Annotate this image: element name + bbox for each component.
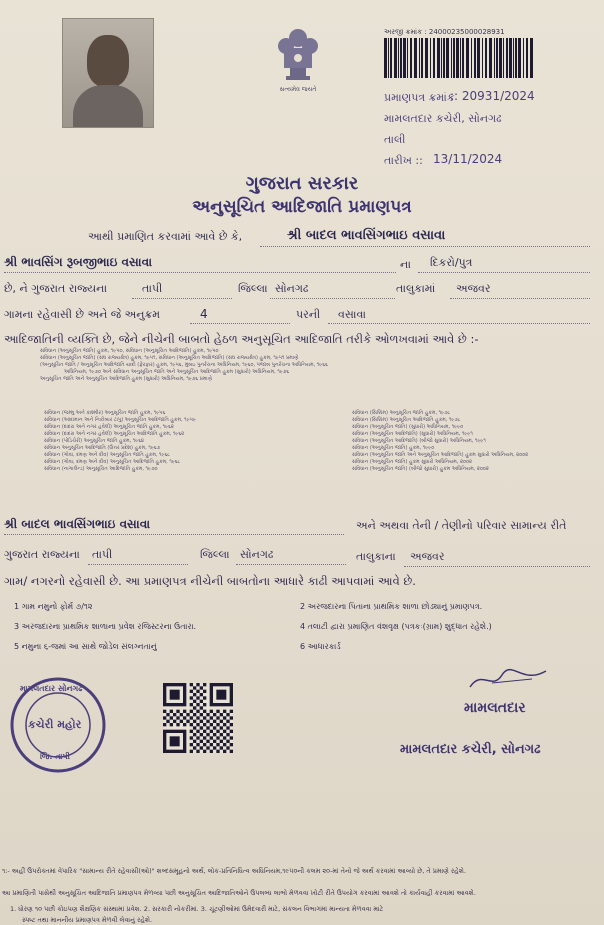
government-title: ગુજરાત સરકાર bbox=[245, 173, 359, 194]
relation: દિકરો/પુત્ર bbox=[430, 256, 473, 269]
taluka: અજવર bbox=[456, 282, 491, 295]
order-item: (અનુસૂચિત જાતિ / અનુસૂચિત આદિજાતિ યાદી (ફેરફાર) હુકમ, ૧૯૫૬, મુંબઇ પુનર્રચના અધિનિયમ, ૧૯૬૦, પંજાબ પુનર્રચના અધિનિયમ, ૧૯૬૬ bbox=[40, 362, 328, 368]
order-item: સંવિધાન (અનુસૂચિત જાતિ) હુકમ, ૧૯૯૦ bbox=[352, 445, 435, 451]
order-item: સંવિધાન (નાગાલેન્ડ) અનુસૂચિત આદિજાતિ હુકમ, ૧૯૭૦ bbox=[44, 466, 158, 472]
order-item: સંવિધાન (અનુસૂચિત જાતિ) (સંઘ રાજ્યક્ષેત્ર) હુકમ, ૧૯૫૧, સંવિધાન (અનુસૂચિત આદિજાતિ) (સંઘ રાજ્યક્ષેત્ર) હુકમ, ૧૯૫૧ પ્રમાણે bbox=[40, 355, 299, 361]
national-emblem-icon bbox=[272, 18, 324, 88]
order-item: સંવિધાન (અનુસૂચિત જાતિ) (સુધારો) અધિનિયમ, ૧૯૯૦ bbox=[352, 424, 464, 430]
serial-no: 4 bbox=[200, 307, 208, 321]
applicant-name-2: શ્રી બાદલ ભાવસિંગભાઇ વસાવા bbox=[4, 517, 151, 531]
certificate-title: અનુસૂચિત આદિજાતિ પ્રમાણપત્ર bbox=[192, 197, 412, 217]
document-item: 1 ગામ નમુનો ફોર્મ ૭/૧૨ bbox=[14, 602, 93, 611]
order-item: સંવિધાન (આંદામાન અને નિકોબાર ટાપુ) અનુસૂચિત આદિજાતિ હુકમ, ૧૯૫૯ bbox=[44, 417, 196, 423]
order-item: સંવિધાન (ગોવા, દમણ અને દીવ) અનુસૂચિત આદિજાતિ હુકમ, ૧૯૬૮ bbox=[44, 459, 181, 465]
document-item: 5 નમુના ૬-જમાં આ સાથે જોડેલ સંલગ્નતાનું bbox=[14, 642, 157, 651]
caste: વસાવા bbox=[338, 308, 367, 321]
document-item: 3 અરજદારના પ્રાથમિક શાળાના પ્રવેશ રજિસ્ટરના ઉતારા. bbox=[14, 622, 197, 631]
district-2: સોનગઢ bbox=[240, 548, 274, 561]
order-item: સંવિધાન (અનુસૂચિત જાતિ અને અનુસૂચિત આદિજાતિ) હુકમ સુધારો અધિનિયમ, ૨૦૦૨ bbox=[352, 452, 529, 458]
order-item: અધિનિયમ, ૧૯૭૦ અને સંવિધાન અનુસૂચિત જાતિ અને અનુસૂચિત આદિજાતિ હુકમ (સુધારો) અધિનિયમ, ૧૯૭૬ bbox=[64, 369, 290, 375]
district-word-3: જિલ્લા bbox=[200, 548, 230, 561]
relation-prefix: ના bbox=[400, 258, 411, 271]
cert-no-label: પ્રમાણપત્ર ક્રમાંક bbox=[384, 91, 455, 104]
order-item: સંવિધાન (પોંડિચેરી) અનુસૂચિત જાતિ હુકમ, ૧૯૬૪ bbox=[44, 438, 145, 444]
issuing-office: મામલતદાર કચેરી, સોનગઢ bbox=[384, 112, 502, 125]
cert-no: :: 20931/2024 bbox=[450, 89, 535, 103]
footer-note: ૧:- અહીં ઉપરોક્તમાં વેપારિક "સામાન્ય રીતે રહેવાસી(ઓ)" શબ્દસમૂહનો અર્થ, લોક-પ્રતિનિધિત્વ અધિનિયમ,૧૯૫૦ની કલમ ૨૦-માં તેનો જે અર્થ કરવામાં આવ્યો છે, તે પ્રમાણે રહેશે. bbox=[2, 867, 466, 875]
seal-bottom-text: જિ. તાપી bbox=[40, 752, 70, 761]
signatory-office: મામલતદાર કચેરી, સોનગઢ bbox=[400, 742, 541, 757]
order-item: સંવિધાન (અનુસૂચિત જાતિ) (બીજો સુધારો) હુકમ અધિનિયમ, ૨૦૦૨ bbox=[352, 466, 489, 472]
order-item: સંવિધાન (અનુસૂચિત આદિજાતિ) (સુધારો) અધિનિયમ, ૧૯૯૧ bbox=[352, 431, 473, 437]
document-item: 4 તલાટી દ્વારા પ્રમાણિત વંશવૃક્ષ (પત્રકઃ(ગ્રામ) શુદ્ધાત રહેશે.) bbox=[300, 622, 492, 631]
signature bbox=[462, 665, 552, 695]
district: સોનગઢ bbox=[275, 282, 309, 295]
emblem-caption: સત્યમેવ જયતે bbox=[279, 86, 317, 93]
taluka-word: તાલી bbox=[384, 133, 406, 146]
order-item: સંવિધાન (ગોવા, દમણ અને દીવ) અનુસૂચિત જાતિ હુકમ, ૧૯૬૮ bbox=[44, 452, 171, 458]
barcode bbox=[384, 38, 534, 78]
order-item: સંવિધાન (અનુસૂચિત જાતિ) હુકમ સુધારો અધિનિયમ, ૨૦૦૨ bbox=[352, 459, 472, 465]
tribe-text: આદિજાતિની વ્યક્તિ છે, જેને નીચેની બાબતો હેઠળ અનુસૂચિત આદિજાતિ તરીકે ઓળખવામાં આવે છે :- bbox=[4, 332, 479, 346]
order-item: સંવિધાન (જમ્મુ અને કાશ્મીર) અનુસૂચિત જાતિ હુકમ, ૧૯૫૬ bbox=[44, 410, 166, 416]
date-label: તારીખ :: bbox=[384, 154, 423, 167]
footer-line-3: 1. ધોરણ ૧૦ પછી કોઇપણ શૈક્ષણિક સંસ્થામાં પ્રવેશ. 2. સરકારી નોકરીમાં. 3. ચૂંટણીઓમાં ઉમેદવારી માટે, સંકલન વિભાગમાં માન્યતા મેળવવા માટે bbox=[10, 905, 384, 913]
taluka-word-2: તાલુકામાં bbox=[396, 282, 436, 295]
order-item: સંવિધાન (સિક્કિમ) અનુસૂચિત આદિજાતિ હુકમ, ૧૯૭૮ bbox=[352, 417, 461, 423]
resident-text: ગામના રહેવાસી છે અને જે અનુક્રમ bbox=[4, 308, 161, 321]
order-item: સંવિધાન (દાદરા અને નગર હવેલી) અનુસૂચિત જાતિ હુકમ, ૧૯૬૨ bbox=[44, 424, 174, 430]
qr-code bbox=[163, 683, 233, 753]
caste-prefix: પરની bbox=[296, 308, 321, 321]
issue-date: 13/11/2024 bbox=[433, 152, 503, 166]
issued-basis-text: ગામ/ નગરનો રહેવાસી છે. આ પ્રમાણપત્ર નીચેની બાબતોના આધારે કાઢી આપવામાં આવે છે. bbox=[4, 574, 416, 588]
taluka-2: અજવર bbox=[410, 550, 445, 563]
state-text-2: ગુજરાત રાજ્યના bbox=[4, 548, 80, 561]
applicant-name: શ્રી બાદલ ભાવસિંગભાઇ વસાવા bbox=[287, 228, 446, 243]
village-2: તાપી bbox=[92, 548, 113, 561]
district-word: જિલ્લા bbox=[238, 282, 268, 295]
state-text: છે, ને ગુજરાત રાજ્યના bbox=[4, 282, 108, 295]
order-item: સંવિધાન (અનુસૂચિત આદિજાતિ) (બીજો સુધારો) અધિનિયમ, ૧૯૯૧ bbox=[352, 438, 486, 444]
orders-list bbox=[40, 348, 600, 383]
taluka-word-3: તાલુકાના bbox=[356, 550, 396, 563]
footer-line-4: સ્પષ્ટ તથા માનનીય પ્રમાણપત્ર મેળવી લેવાનું રહેશે. bbox=[22, 916, 153, 924]
parent-name: શ્રી ભાવસિંગ રૂબજીભાઇ વસાવા bbox=[4, 255, 153, 269]
order-item: સંવિધાન (અનુસૂચિત જાતિ) હુકમ, ૧૯૫૦, સંવિધાન (અનુસૂચિત આદિજાતિ) હુકમ, ૧૯૫૦ bbox=[40, 348, 219, 354]
order-item: અનુસૂચિત જાતિ અને અનુસૂચિત આદિજાતિ હુકમ (સુધારો) અધિનિયમ, ૧૯૭૬ પ્રમાણે bbox=[40, 376, 212, 382]
seal-top-text: મામલતદાર સોનગઢ bbox=[20, 684, 83, 693]
orders-col-1 bbox=[44, 410, 304, 473]
applicant-photo bbox=[62, 18, 154, 128]
document-item: 6 આધારકાર્ડ bbox=[300, 642, 341, 651]
order-item: સંવિધાન (સિક્કિમ) અનુસૂચિત જાતિ હુકમ, ૧૯૭૮ bbox=[352, 410, 451, 416]
village: તાપી bbox=[142, 282, 163, 295]
order-item: સંવિધાન (દાદરા અને નગર હવેલી) અનુસૂચિત આદિજાતિ હુકમ, ૧૯૬૨ bbox=[44, 431, 185, 437]
order-item: સંવિધાન અનુસૂચિત આદિજાતિ (ઉત્તર પ્રદેશ) હુકમ, ૧૯૬૭ bbox=[44, 445, 161, 451]
seal-middle-text: કચેરી મહોર bbox=[28, 718, 82, 731]
certify-text: આથી પ્રમાણિત કરવામાં આવે છે કે, bbox=[88, 230, 243, 243]
family-text: અને અથવા તેની / તેણીનો પરિવાર સામાન્ય રીતે bbox=[356, 519, 567, 532]
application-number: અરજી ક્રમાંક : 24000235000028931 bbox=[384, 28, 505, 36]
orders-col-2 bbox=[352, 410, 600, 473]
footer-line-2: આ પ્રમાણિતી પાસેથી અનુસૂચિત આદિજાતિ પ્રમાણપત્ર મેળવ્યા પછી અનુસૂચિત આદિજાતિઓને ઉપલબ્ધ લાભો મેળવવા ખોટી રીતે ઉપયોગ કરવામાં આવશે તો કાર્યવાહી કરવામાં આવશે. bbox=[2, 889, 476, 897]
signatory-role: મામલતદાર bbox=[464, 700, 526, 716]
document-item: 2 અરજદારના પિતાના પ્રાથમિક શાળા છોડ્યાનું પ્રમાણપત્ર. bbox=[300, 602, 483, 611]
